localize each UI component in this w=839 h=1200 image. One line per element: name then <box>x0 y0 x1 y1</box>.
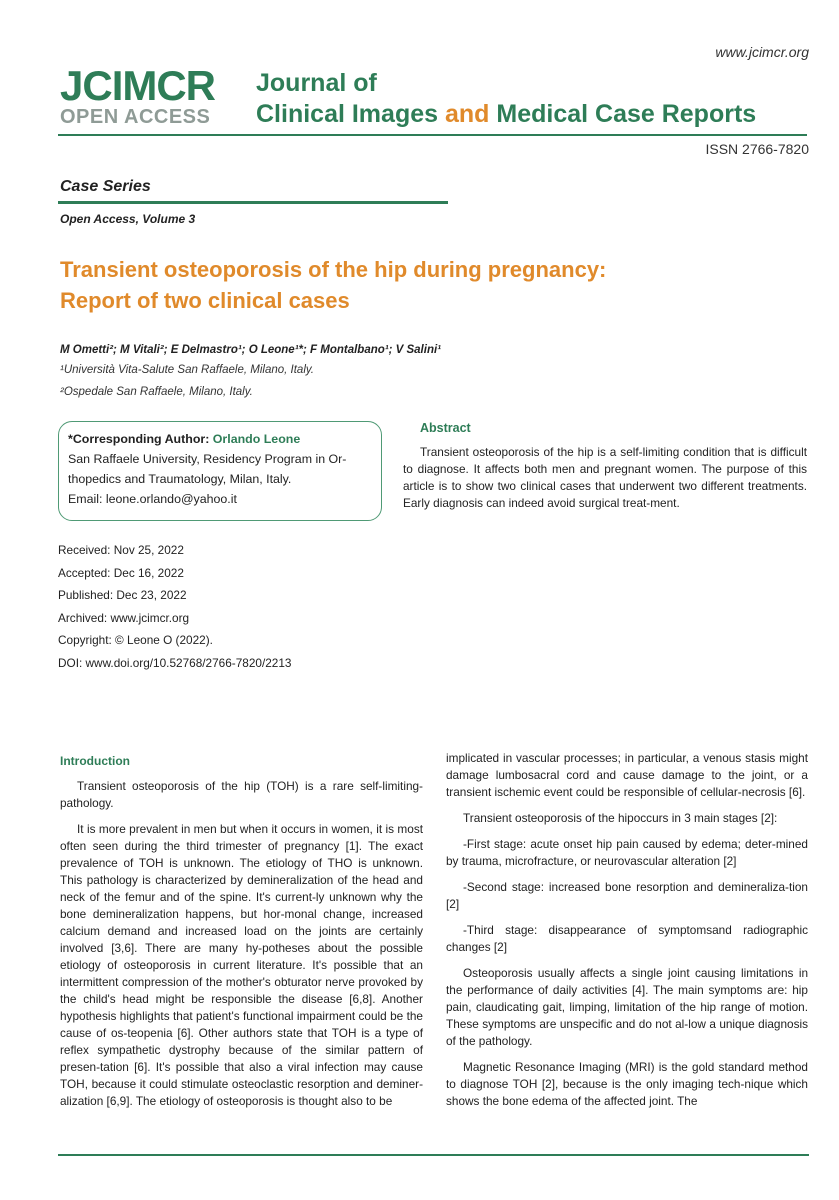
article-type: Case Series <box>60 178 151 195</box>
header-divider <box>58 134 807 136</box>
affiliation-1: ¹Università Vita-Salute San Raffaele, Milano, Italy. <box>60 364 314 376</box>
article-type-divider <box>58 201 448 204</box>
doi-info: DOI: www.doi.org/10.52768/2766-7820/2213 <box>58 655 292 670</box>
received-date: Received: Nov 25, 2022 <box>58 543 184 557</box>
body-paragraph: Osteoporosis usually affects a single joint causing limitations in the performance of daily activities [4]. The main symptoms are: hip pain, claudicating gait, limping, limitation of the hip range of motion. These symptoms are unspecific and do not al-low a unique diagnosis of the pathology. <box>446 966 808 1048</box>
logo-wordmark: JCIMCR <box>60 62 216 109</box>
accepted-date: Accepted: Dec 16, 2022 <box>58 565 184 580</box>
affiliation-2: ²Ospedale San Raffaele, Milano, Italy. <box>60 386 253 398</box>
copyright-info: Copyright: © Leone O (2022). <box>58 633 213 648</box>
article-dates <box>58 539 291 675</box>
logo-open-access: OPEN ACCESS <box>60 106 211 128</box>
article-title-line2: Report of two clinical cases <box>60 288 350 313</box>
journal-name <box>256 68 756 130</box>
body-paragraph: -Third stage: disappearance of symptomsand radiographic changes [2] <box>446 923 808 954</box>
journal-website: www.jcimcr.org <box>715 44 809 60</box>
published-date: Published: Dec 23, 2022 <box>58 588 187 603</box>
corresponding-author-heading: *Corresponding Author: Orlando Leone <box>68 432 301 446</box>
body-column-right <box>446 750 808 1119</box>
introduction-heading: Introduction <box>60 754 130 768</box>
article-title-line1: Transient osteoporosis of the hip during pregnancy: <box>60 257 607 282</box>
body-paragraph: It is more prevalent in men but when it occurs in women, it is most often seen during the third trimester of pregnancy [1]. The exact prevalence of TOH is unknown. The etiology of THO is unknown. This pathology is characterized by demineralization of the head and neck of the femur and of the spine. It's current-ly unknown why the bone demineralization happens, but hor-monal change, increased calcium demand and increased load on the joints are certainly involved [3,6]. There are many hy-potheses about the possible etiology of osteoporosis in current literature. It's possible that an intermittent compression of the mother's obturator nerve provoked by the child's head might be responsible the disease [6,8]. Another hypothesis highlights that patient's functional impairment could be the cause of os-teopenia [6]. Other authors state that TOH is a type of reflex sympathetic dystrophy because of the similar pattern of presen-tation [6]. It's possible that also a viral infection may cause TOH, because it could stimulate osteoclastic resorption and deminer-alization [6,9]. The etiology of osteoporosis is thought also to be <box>60 822 423 1108</box>
corresponding-author-address-2: thopedics and Traumatology, Milan, Italy. <box>68 472 292 486</box>
volume-info: Open Access, Volume 3 <box>60 212 196 226</box>
footer-divider <box>58 1154 809 1156</box>
journal-name-line2: Clinical Images and Medical Case Reports <box>256 100 757 128</box>
abstract-heading: Abstract <box>420 421 471 435</box>
corresponding-author-box <box>58 421 382 521</box>
journal-logo <box>60 62 240 130</box>
body-column-left <box>60 754 423 1119</box>
abstract-text: Transient osteoporosis of the hip is a self-limiting condition that is difficult to diagnose. It affects both men and pregnant women. The purpose of this article is to show two clinical cases that underwent two different treatments. Early diagnosis can indeed avoid surgical treat-ment. <box>403 445 807 510</box>
body-paragraph: Magnetic Resonance Imaging (MRI) is the gold standard method to diagnose TOH [2], because is the only imaging tech-nique which shows the bone edema of the affected joint. The <box>446 1060 808 1108</box>
article-title <box>60 254 760 316</box>
body-paragraph: -Second stage: increased bone resorption and demineraliza-tion [2] <box>446 880 808 911</box>
corresponding-author-address-1: San Raffaele University, Residency Program in Or- <box>68 452 347 466</box>
corresponding-author-email: Email: leone.orlando@yahoo.it <box>68 492 237 506</box>
author-list: M Ometti²; M Vitali²; E Delmastro¹; O Leone¹*; F Montalbano¹; V Salini¹ <box>60 344 441 356</box>
body-paragraph: implicated in vascular processes; in particular, a venous stasis might damage lumbosacral cord and cause damage to the joint, or a transient ischemic event could be responsible of cellular-necrosis [6]. <box>446 751 808 799</box>
body-paragraph: -First stage: acute onset hip pain caused by edema; deter-mined by trauma, microfracture, or neurovascular alteration [2] <box>446 837 808 868</box>
journal-name-line1: Journal of <box>256 69 377 97</box>
archived-info: Archived: www.jcimcr.org <box>58 610 190 625</box>
body-paragraph: Transient osteoporosis of the hipoccurs in 3 main stages [2]: <box>463 811 778 825</box>
body-paragraph: Transient osteoporosis of the hip (TOH) is a rare self-limiting-pathology. <box>60 779 423 810</box>
issn: ISSN 2766-7820 <box>705 141 809 157</box>
